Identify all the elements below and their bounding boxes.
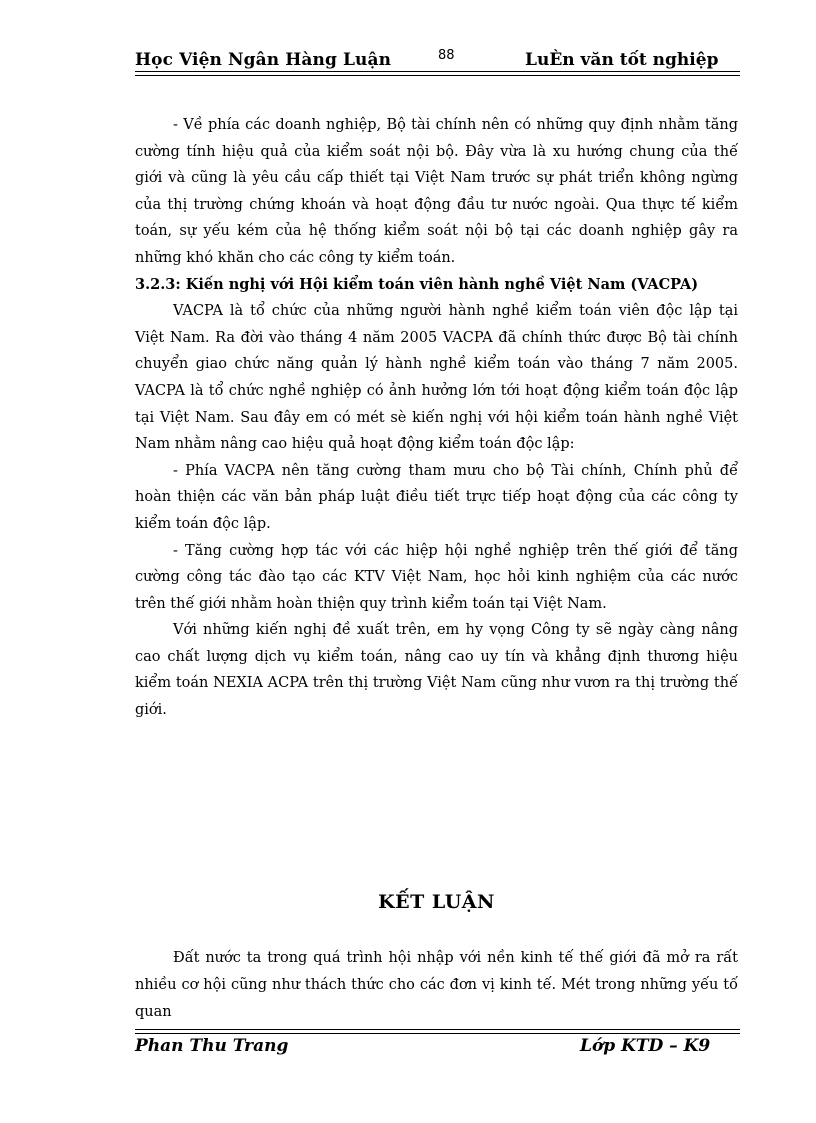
footer-author: Phan Thu Trang [135,1036,289,1056]
page-footer [135,1036,740,1062]
footer-class: Lớp KTD – K9 [580,1036,711,1056]
footer-rule-bottom [135,1033,740,1034]
main-body [135,112,738,724]
header-institution: Học Viện Ngân Hàng Luận [135,50,392,70]
paragraph-vacpa-intro: VACPA là tổ chức của những người hành nghề kiểm toán viên độc lập tại Việt Nam. Ra đời vào tháng 4 năm 2005 VACPA đã chính thức được Bộ tài chính chuyển giao chức năng quản lý hành nghề kiểm toán vào tháng 7 năm 2005. VACPA là tổ chức nghề nghiệp có ảnh hưởng lớn tới hoạt động kiểm toán độc lập tại Việt Nam. Sau đây em có mét sè kiến nghị với hội kiểm toán hành nghề Việt Nam nhằm nâng cao hiệu quả hoạt động kiểm toán độc lập: [135,303,738,453]
conclusion-body [135,945,738,1026]
footer-rule-top [135,1029,740,1030]
header-document-type: LuÈn văn tốt nghiệp [525,50,719,70]
paragraph-vacpa-advise: - Phía VACPA nên tăng cường tham mưu cho bộ Tài chính, Chính phủ để hoàn thiện các văn bản pháp luật điều tiết trực tiếp hoạt động của các công ty kiểm toán độc lập. [135,462,738,532]
header-rule-top [135,71,740,72]
conclusion-title: KẾT LUẬN [378,891,495,913]
paragraph-vacpa-cooperation: - Tăng cường hợp tác với các hiệp hội nghề nghiệp trên thế giới để tăng cường công tác đào tạo các KTV Việt Nam, học hỏi kinh nghiệm của các nước trên thế giới nhằm hoàn thiện quy trình kiểm toán tại Việt Nam. [135,542,738,612]
section-heading-3-2-3: 3.2.3: Kiến nghị với Hội kiểm toán viên hành nghề Việt Nam (VACPA) [135,275,699,293]
conclusion-paragraph: Đất nước ta trong quá trình hội nhập với nền kinh tế thế giới đã mở ra rất nhiều cơ hội cũng như thách thức cho các đơn vị kinh tế. Mét trong những yếu tố quan [135,950,738,1020]
paragraph-closing-hope: Với những kiến nghị đề xuất trên, em hy vọng Công ty sẽ ngày càng nâng cao chất lượng dịch vụ kiểm toán, nâng cao uy tín và khẳng định thương hiệu kiểm toán NEXIA ACPA trên thị trường Việt Nam cũng như vươn ra thị trường thế giới. [135,622,738,719]
header-rule-bottom [135,75,740,76]
page-number: 88 [438,48,455,63]
paragraph-ministry-recommendation: - Về phía các doanh nghiệp, Bộ tài chính nên có những quy định nhằm tăng cường tính hiệu quả của kiểm soát nội bộ. Đây vừa là xu hướng chung của thế giới và cũng là yêu cầu cấp thiết tại Việt Nam trước sự phát triển không ngừng của thị trường chứng khoán và hoạt động đầu tư nước ngoài. Qua thực tế kiểm toán, sự yếu kém của hệ thống kiểm soát nội bộ tại các doanh nghiệp gây ra những khó khăn cho các công ty kiểm toán. [135,117,738,266]
